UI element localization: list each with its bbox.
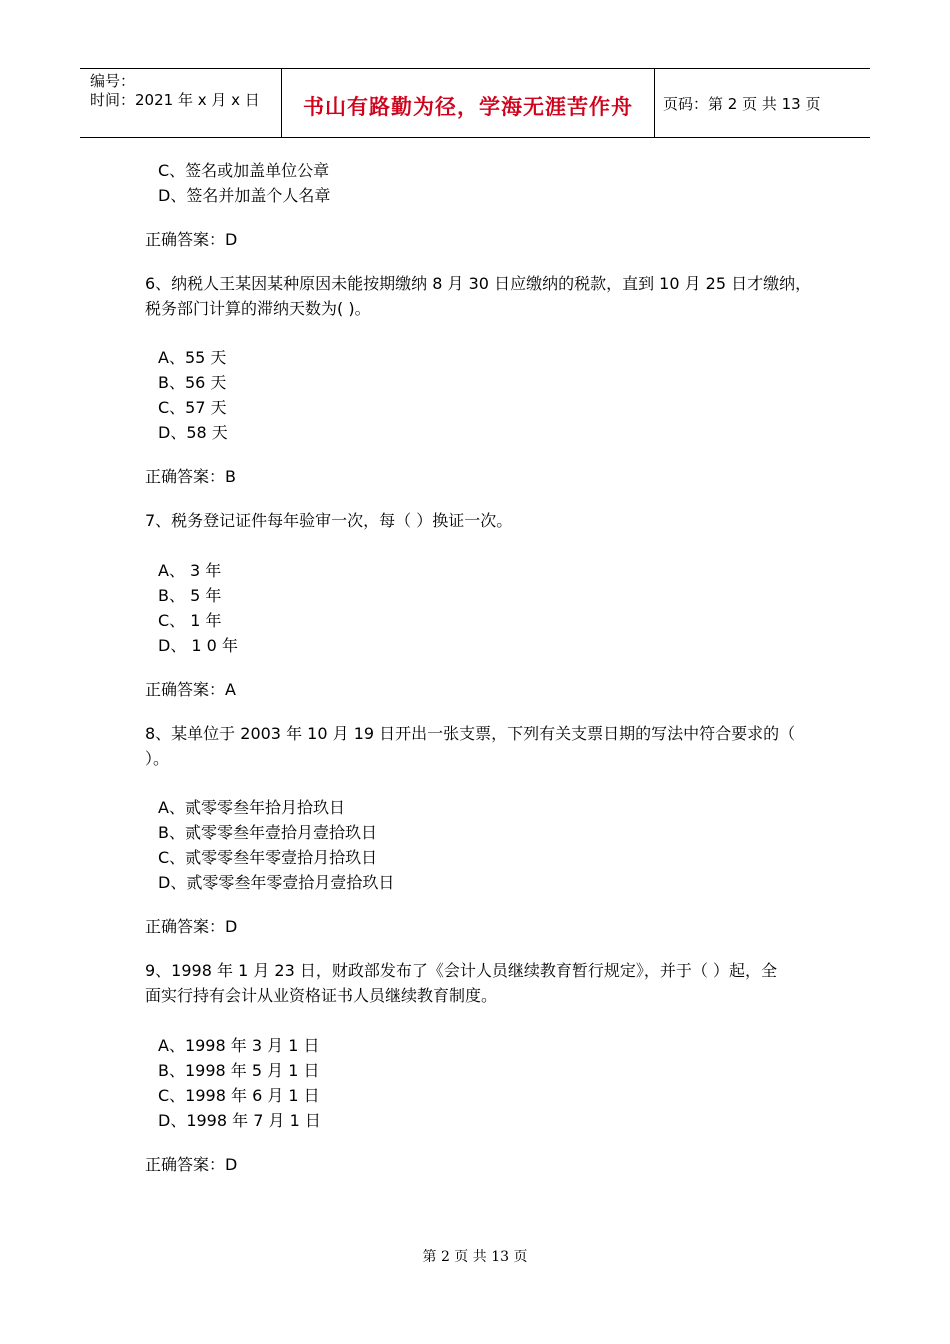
option-a-q7: A、 3 年 bbox=[158, 561, 222, 580]
option-a-q9: A、1998 年 3 月 1 日 bbox=[158, 1036, 320, 1055]
question-9-line-1: 9、1998 年 1 月 23 日，财政部发布了《会计人员继续教育暂行规定》，并于（ ）起，全 bbox=[145, 961, 777, 980]
answer-q5: 正确答案：D bbox=[145, 230, 238, 249]
option-c-q7: C、 1 年 bbox=[158, 611, 222, 630]
option-d-q8: D、贰零零叁年零壹拾月壹拾玖日 bbox=[158, 873, 395, 892]
option-b-q8: B、贰零零叁年壹拾月壹拾玖日 bbox=[158, 823, 377, 842]
option-a-q6: A、55 天 bbox=[158, 348, 227, 367]
option-b-q9: B、1998 年 5 月 1 日 bbox=[158, 1061, 320, 1080]
option-a-q8: A、贰零零叁年拾月拾玖日 bbox=[158, 798, 345, 817]
page-header bbox=[80, 68, 870, 138]
option-c-q9: C、1998 年 6 月 1 日 bbox=[158, 1086, 320, 1105]
question-9-line-2: 面实行持有会计从业资格证书人员继续教育制度。 bbox=[145, 986, 498, 1005]
header-page-info: 页码：第 2 页 共 13 页 bbox=[663, 95, 821, 113]
header-info-cell bbox=[80, 69, 282, 137]
answer-q9: 正确答案：D bbox=[145, 1155, 238, 1174]
answer-q8: 正确答案：D bbox=[145, 917, 238, 936]
option-d-q9: D、1998 年 7 月 1 日 bbox=[158, 1111, 321, 1130]
option-b-q6: B、56 天 bbox=[158, 373, 227, 392]
header-motto: 书山有路勤为径，学海无涯苦作舟 bbox=[303, 94, 633, 119]
answer-q6: 正确答案：B bbox=[145, 467, 236, 486]
option-d-q6: D、58 天 bbox=[158, 423, 228, 442]
header-page-cell bbox=[655, 69, 870, 137]
header-motto-cell bbox=[282, 69, 655, 137]
option-c-q5: C、签名或加盖单位公章 bbox=[158, 161, 330, 180]
option-c-q8: C、贰零零叁年零壹拾月拾玖日 bbox=[158, 848, 378, 867]
question-8-line-2: ）。 bbox=[145, 749, 170, 768]
document-time-label: 时间：2021 年 x 月 x 日 bbox=[90, 91, 260, 109]
option-d-q5: D、签名并加盖个人名章 bbox=[158, 186, 331, 205]
question-6-line-2: 税务部门计算的滞纳天数为( )。 bbox=[145, 299, 371, 318]
question-8-line-1: 8、某单位于 2003 年 10 月 19 日开出一张支票，下列有关支票日期的写法中符合要求的（ bbox=[145, 724, 796, 743]
document-number-label: 编号： bbox=[90, 72, 136, 90]
answer-q7: 正确答案：A bbox=[145, 680, 236, 699]
question-7: 7、税务登记证件每年验审一次，每（ ）换证一次。 bbox=[145, 511, 513, 530]
question-6-line-1: 6、纳税人王某因某种原因未能按期缴纳 8 月 30 日应缴纳的税款，直到 10 月 25 日才缴纳， bbox=[145, 274, 812, 293]
option-c-q6: C、57 天 bbox=[158, 398, 227, 417]
option-d-q7: D、 1 0 年 bbox=[158, 636, 238, 655]
page-footer: 第 2 页 共 13 页 bbox=[422, 1249, 528, 1265]
option-b-q7: B、 5 年 bbox=[158, 586, 222, 605]
